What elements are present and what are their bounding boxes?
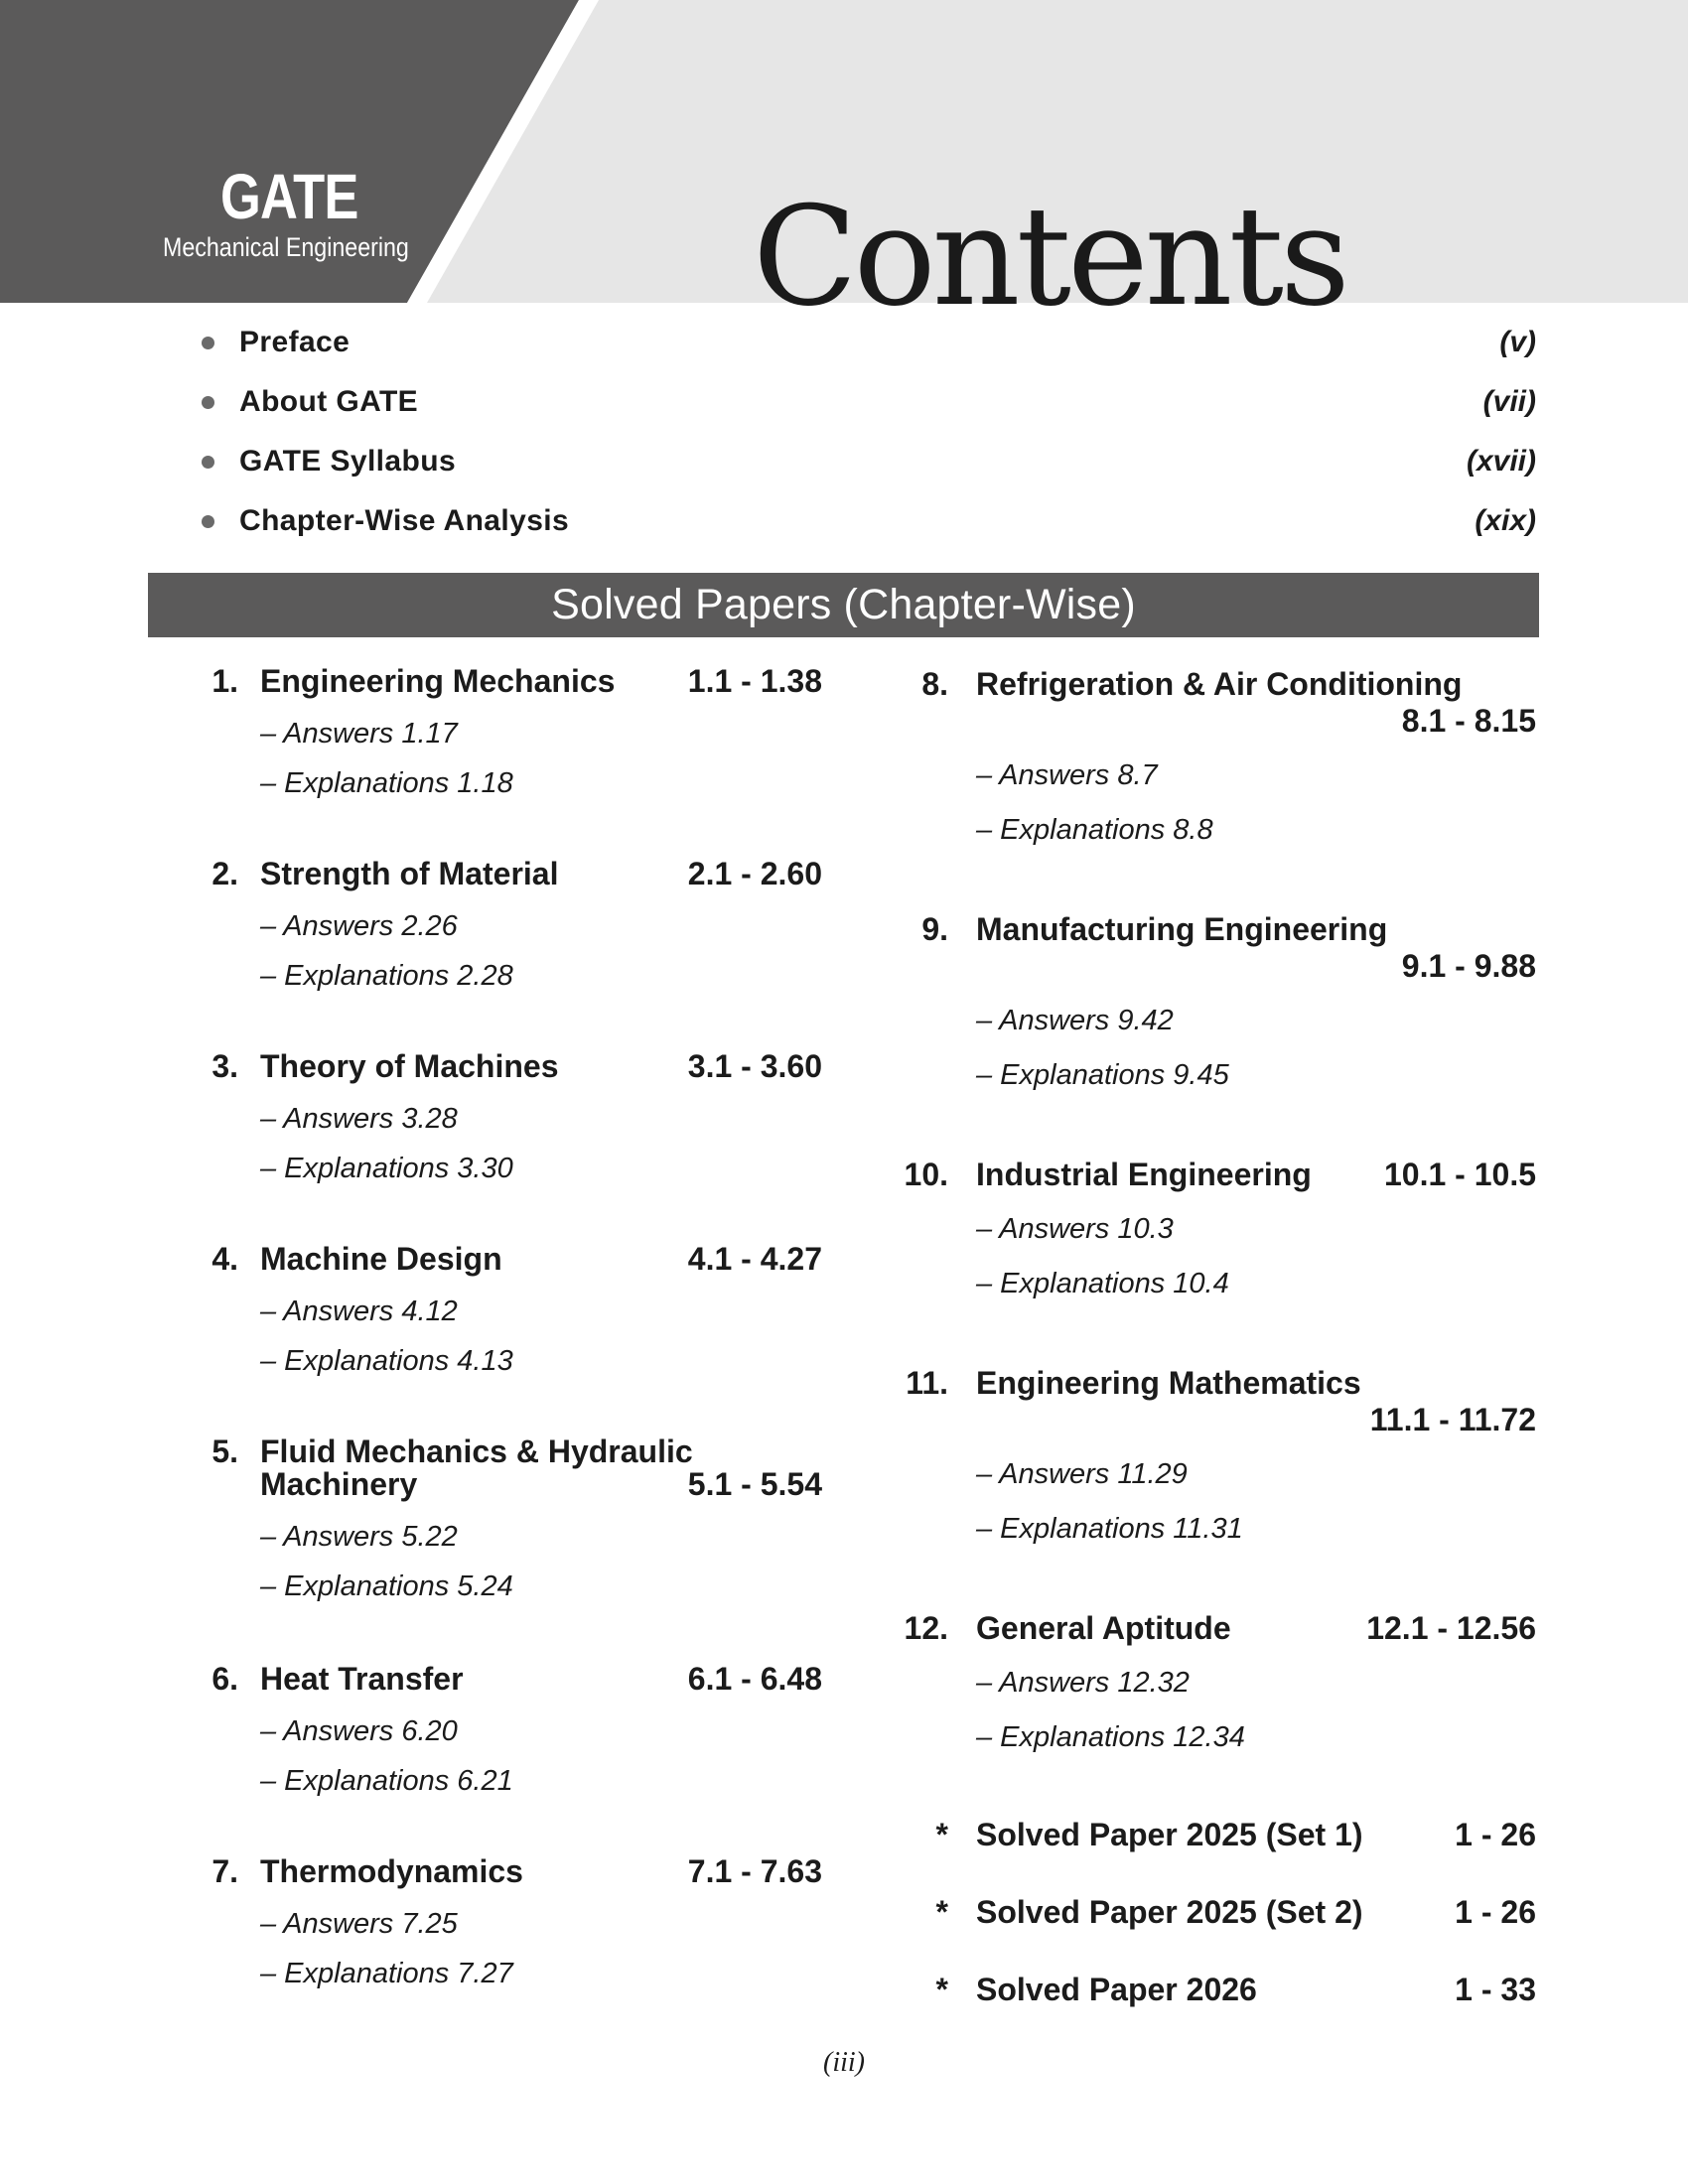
chapter-page-range: 11.1 - 11.72 (1369, 1402, 1536, 1437)
chapter-page-range: 5.1 - 5.54 (687, 1466, 822, 1502)
chapter-entry[interactable] (0, 1241, 844, 1390)
chapter-title: Strength of Material (260, 856, 559, 891)
chapter-page-range: 8.1 - 8.15 (1401, 703, 1536, 739)
brand-subtitle: Mechanical Engineering (163, 232, 409, 262)
chapter-number: 11. (906, 1365, 948, 1401)
chapter-explanations: – Explanations 2.28 (260, 960, 513, 992)
chapter-title: Fluid Mechanics & Hydraulic (260, 1433, 693, 1469)
asterisk-marker: * (935, 1894, 948, 1930)
chapter-entry[interactable] (844, 1610, 1688, 1769)
chapter-answers: – Answers 9.42 (976, 1005, 1174, 1036)
front-matter-label: Chapter-Wise Analysis (239, 504, 570, 537)
chapter-answers: – Answers 3.28 (260, 1103, 458, 1135)
chapter-page-range: 3.1 - 3.60 (687, 1048, 822, 1084)
chapter-number: 4. (211, 1241, 238, 1277)
chapter-title: Thermodynamics (260, 1853, 523, 1889)
chapter-explanations: – Explanations 3.30 (260, 1153, 513, 1184)
chapter-answers: – Answers 12.32 (976, 1667, 1190, 1699)
chapter-title: Manufacturing Engineering (976, 911, 1388, 947)
chapter-entry[interactable] (844, 1365, 1688, 1564)
chapter-number: 9. (921, 911, 948, 947)
chapter-entry[interactable] (844, 1157, 1688, 1315)
asterisk-marker: * (935, 1972, 948, 2007)
chapter-explanations: – Explanations 1.18 (260, 767, 513, 799)
chapter-title: Engineering Mechanics (260, 663, 616, 699)
chapter-title: General Aptitude (976, 1610, 1231, 1646)
chapter-number: 5. (211, 1433, 238, 1469)
chapter-page-range: 6.1 - 6.48 (687, 1661, 822, 1697)
chapter-answers: – Answers 6.20 (260, 1715, 458, 1747)
chapter-entry[interactable] (0, 1048, 844, 1197)
front-matter-page: (xix) (1475, 504, 1536, 537)
chapter-explanations: – Explanations 10.4 (976, 1268, 1229, 1299)
chapter-entry[interactable] (0, 1433, 844, 1612)
chapter-entry[interactable] (844, 911, 1688, 1110)
chapter-title: Industrial Engineering (976, 1157, 1312, 1192)
front-matter-page: (xvii) (1466, 445, 1536, 478)
chapter-number: 7. (211, 1853, 238, 1889)
chapter-title: Engineering Mathematics (976, 1365, 1361, 1401)
solved-paper-entry[interactable] (844, 1972, 1688, 2016)
chapter-page-range: 2.1 - 2.60 (687, 856, 822, 891)
chapter-page-range: 10.1 - 10.5 (1384, 1157, 1536, 1192)
chapter-answers: – Answers 2.26 (260, 910, 458, 942)
chapter-title: Machine Design (260, 1241, 502, 1277)
front-matter-item[interactable] (0, 379, 1688, 429)
front-matter-item[interactable] (0, 498, 1688, 548)
chapter-entry[interactable] (0, 1853, 844, 2002)
chapter-title-line2: Machinery (260, 1466, 418, 1502)
solved-paper-entry[interactable] (844, 1817, 1688, 1861)
solved-paper-range: 1 - 33 (1455, 1972, 1536, 2007)
chapter-explanations: – Explanations 6.21 (260, 1765, 513, 1797)
solved-paper-entry[interactable] (844, 1894, 1688, 1939)
page-header (0, 0, 1688, 337)
front-matter-page: (vii) (1482, 385, 1536, 418)
asterisk-marker: * (935, 1817, 948, 1852)
chapter-explanations: – Explanations 4.13 (260, 1345, 513, 1377)
chapter-entry[interactable] (0, 663, 844, 812)
chapter-entry[interactable] (0, 856, 844, 1005)
solved-paper-title: Solved Paper 2026 (976, 1972, 1257, 2007)
chapter-page-range: 7.1 - 7.63 (687, 1853, 822, 1889)
solved-paper-title: Solved Paper 2025 (Set 1) (976, 1817, 1363, 1852)
front-matter-label: About GATE (239, 385, 419, 418)
chapter-number: 8. (921, 666, 948, 702)
bullet-icon (202, 337, 214, 349)
chapter-entry[interactable] (0, 1661, 844, 1810)
page-number: (iii) (823, 2047, 865, 2078)
front-matter-label: GATE Syllabus (239, 445, 457, 478)
chapter-explanations: – Explanations 11.31 (976, 1513, 1243, 1545)
chapter-number: 2. (211, 856, 238, 891)
chapter-answers: – Answers 7.25 (260, 1908, 458, 1940)
chapter-number: 3. (211, 1048, 238, 1084)
chapter-answers: – Answers 10.3 (976, 1213, 1174, 1245)
chapter-answers: – Answers 1.17 (260, 718, 458, 750)
bullet-icon (202, 515, 214, 528)
bullet-icon (202, 456, 214, 469)
solved-paper-range: 1 - 26 (1455, 1894, 1536, 1930)
chapter-explanations: – Explanations 5.24 (260, 1570, 513, 1602)
chapter-page-range: 4.1 - 4.27 (687, 1241, 822, 1277)
chapter-answers: – Answers 8.7 (976, 759, 1158, 791)
chapter-page-range: 12.1 - 12.56 (1366, 1610, 1536, 1646)
chapter-title: Refrigeration & Air Conditioning (976, 666, 1463, 702)
chapter-answers: – Answers 11.29 (976, 1458, 1188, 1490)
chapter-number: 10. (904, 1157, 948, 1192)
chapter-explanations: – Explanations 8.8 (976, 814, 1213, 846)
section-banner: Solved Papers (Chapter-Wise) (148, 573, 1539, 637)
chapter-page-range: 1.1 - 1.38 (687, 663, 822, 699)
page-title: Contents (753, 177, 1346, 337)
chapter-number: 6. (211, 1661, 238, 1697)
chapter-title: Theory of Machines (260, 1048, 559, 1084)
solved-paper-title: Solved Paper 2025 (Set 2) (976, 1894, 1363, 1930)
bullet-icon (202, 396, 214, 409)
chapter-number: 12. (904, 1610, 948, 1646)
chapter-number: 1. (211, 663, 238, 699)
chapter-title: Heat Transfer (260, 1661, 464, 1697)
chapter-explanations: – Explanations 9.45 (976, 1059, 1229, 1091)
brand-title: GATE (220, 161, 358, 232)
front-matter-label: Preface (239, 326, 351, 358)
solved-paper-range: 1 - 26 (1455, 1817, 1536, 1852)
chapter-answers: – Answers 5.22 (260, 1521, 458, 1553)
chapter-page-range: 9.1 - 9.88 (1401, 948, 1536, 984)
chapter-answers: – Answers 4.12 (260, 1296, 458, 1327)
chapter-explanations: – Explanations 7.27 (260, 1958, 513, 1989)
front-matter-page: (v) (1499, 326, 1536, 358)
front-matter-item[interactable] (0, 320, 1688, 369)
front-matter-item[interactable] (0, 439, 1688, 488)
chapter-entry[interactable] (844, 666, 1688, 865)
chapter-explanations: – Explanations 12.34 (976, 1721, 1245, 1753)
